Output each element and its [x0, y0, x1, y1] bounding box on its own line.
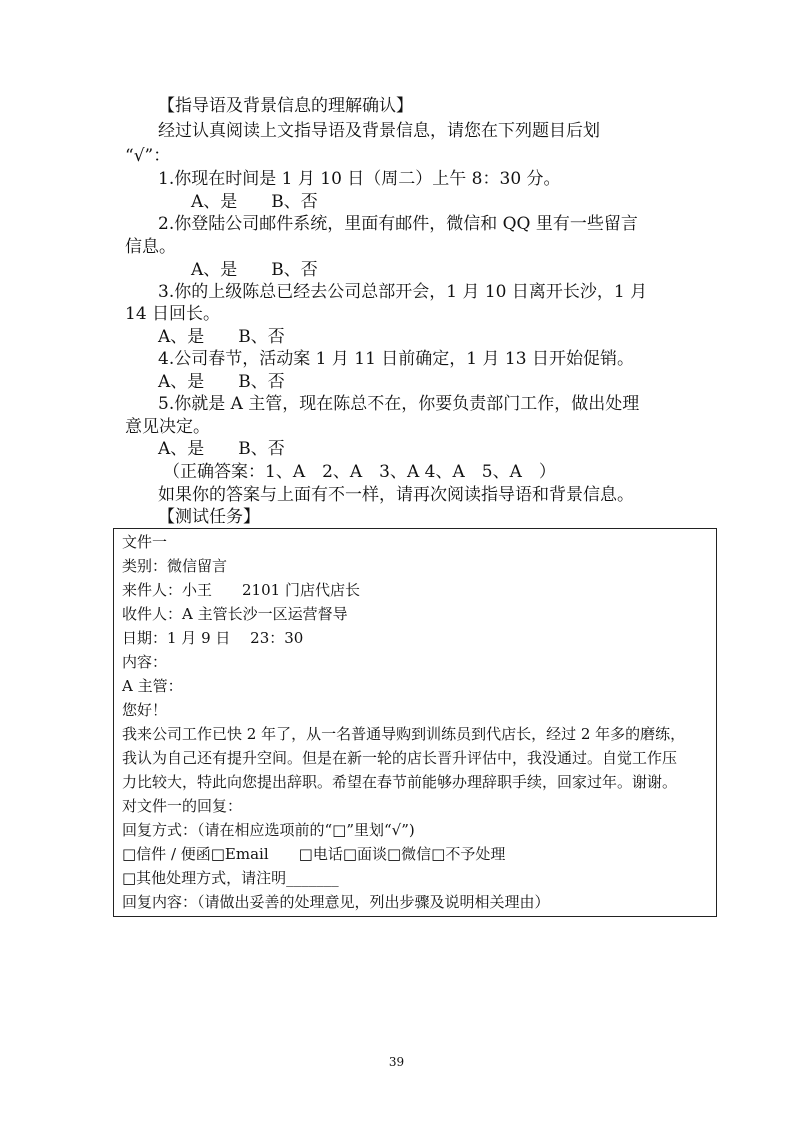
- file-one-box: [113, 528, 717, 917]
- reply-options[interactable]: □信件 / 便函□Email □电话□面谈□微信□不予处理: [122, 845, 506, 863]
- question-2-continued: 信息。: [125, 237, 176, 257]
- file-date: 日期：1 月 9 日 23：30: [122, 629, 304, 647]
- file-content-label: 内容：: [122, 653, 168, 671]
- message-body-line: 我来公司工作已快 2 年了，从一名普通导购到训练员到代店长，经过 2 年多的磨练，: [122, 725, 686, 743]
- file-title: 文件一: [122, 533, 168, 551]
- correct-answers: （正确答案：1、A 2、A 3、A 4、A 5、A ）: [163, 462, 556, 482]
- reply-other-option[interactable]: □其他处理方式，请注明_______: [122, 869, 339, 887]
- reply-content-label: 回复内容：（请做出妥善的处理意见，列出步骤及说明相关理由）: [122, 893, 550, 911]
- intro-line: 经过认真阅读上文指导语及背景信息，请您在下列题目后划: [158, 121, 600, 141]
- question-2-options: A、是 B、否: [191, 260, 318, 280]
- message-body-line: 力比较大，特此向您提出辞职。希望在春节前能够办理辞职手续，回家过年。谢谢。: [122, 773, 678, 791]
- question-3: 3.你的上级陈总已经去公司总部开会，1 月 10 日离开长沙，1 月: [158, 282, 648, 302]
- page-number: 39: [388, 1055, 405, 1069]
- confirmation-heading: 【指导语及背景信息的理解确认】: [158, 96, 413, 116]
- reply-method: 回复方式：（请在相应选项前的“□”里划“√”): [122, 821, 415, 839]
- reread-note: 如果你的答案与上面有不一样，请再次阅读指导语和背景信息。: [158, 485, 634, 505]
- question-3-continued: 14 日回长。: [125, 304, 221, 324]
- question-5-continued: 意见决定。: [125, 417, 210, 437]
- file-sender: 来件人：小王 2101 门店代店长: [122, 581, 360, 599]
- file-category: 类别：微信留言: [122, 557, 228, 575]
- question-4: 4.公司春节，活动案 1 月 11 日前确定，1 月 13 日开始促销。: [158, 349, 634, 369]
- message-body-line: 我认为自己还有提升空间。但是在新一轮的店长晋升评估中，我没通过。自觉工作压: [122, 749, 678, 767]
- task-heading: 【测试任务】: [158, 507, 260, 527]
- intro-line: “√”：: [125, 146, 171, 166]
- file-recipient: 收件人：A 主管长沙一区运营督导: [122, 605, 348, 623]
- question-4-options: A、是 B、否: [158, 372, 285, 392]
- message-salutation: A 主管：: [122, 677, 183, 695]
- message-greeting: 您好！: [122, 701, 168, 719]
- question-5-options: A、是 B、否: [158, 439, 285, 459]
- question-2: 2.你登陆公司邮件系统，里面有邮件，微信和 QQ 里有一些留言: [158, 214, 638, 234]
- question-1-options: A、是 B、否: [191, 192, 318, 212]
- question-1: 1.你现在时间是 1 月 10 日（周二）上午 8：30 分。: [158, 169, 561, 189]
- question-5: 5.你就是 A 主管，现在陈总不在，你要负责部门工作，做出处理: [158, 394, 640, 414]
- reply-heading: 对文件一的回复：: [122, 797, 243, 815]
- question-3-options: A、是 B、否: [158, 327, 285, 347]
